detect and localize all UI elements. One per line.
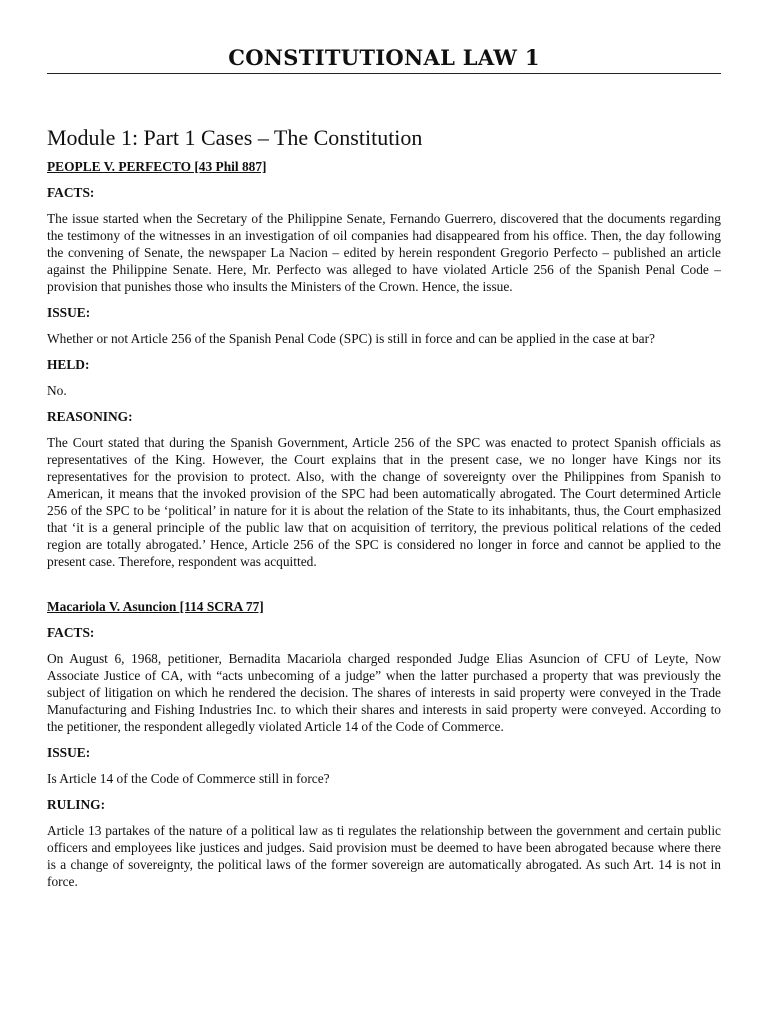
issue-text: Is Article 14 of the Code of Commerce still in force? [47,771,330,786]
held-text: No. [47,383,67,398]
facts-label: FACTS: [47,625,95,640]
reasoning-label: REASONING: [47,409,133,424]
held-label: HELD: [47,357,90,372]
case-macariola-v-asuncion [47,598,721,890]
facts-label: FACTS: [47,185,95,200]
issue-label: ISSUE: [47,745,91,760]
ruling-label: RULING: [47,797,106,812]
module-heading: Module 1: Part 1 Cases – The Constitution [47,125,423,150]
facts-text: The issue started when the Secretary of the Philippine Senate, Fernando Guerrero, discovered that the documents regarding the testimony of the witnesses in an investigation of oil companies had disappeared from his office. Then, the day following the convening of Senate, the newspaper La Nacion – edited by herein respondent Gregorio Perfecto – published an article against the Philippine Senate. Here, Mr. Perfecto was alleged to have violated Article 256 of the Spanish Penal Code – provision that punishes those who insults the Ministers of the Crown. Hence, the issue. [47,211,721,294]
title-divider [47,73,721,74]
reasoning-text: The Court stated that during the Spanish Government, Article 256 of the SPC was enacted to protect Spanish officials as representatives of the King. However, the Court explains that in the present case, we no longer have Kings nor its representatives for the provision to protect. Also, with the change of sovereignty over the Philippines from Spanish to American, it means that the invoked provision of the SPC had been automatically abrogated. The Court determined Article 256 of the SPC to be ‘political’ in nature for it is about the relation of the State to its inhabitants, thus, the Court emphasized that ‘it is a general principle of the public law that on acquisition of territory, the previous political relations of the ceded region are totally abrogated.’ Hence, Article 256 of the SPC is considered no longer in force and cannot be applied to the present case. Therefore, respondent was acquitted. [47,435,721,569]
document-title: CONSTITUTIONAL LAW 1 [228,45,540,70]
case-title: PEOPLE V. PERFECTO [43 Phil 887] [47,159,267,174]
ruling-text: Article 13 partakes of the nature of a political law as ti regulates the relationship between the government and certain public officers and employees like justices and judges. Said provision must be deemed to have been abrogated because where there is a change of sovereignty, the political laws of the former sovereign are automatically abrogated. As such Art. 14 is not in force. [47,823,721,889]
document-page [47,0,721,890]
issue-text: Whether or not Article 256 of the Spanish Penal Code (SPC) is still in force and can be applied in the case at bar? [47,331,655,346]
facts-text: On August 6, 1968, petitioner, Bernadita Macariola charged responded Judge Elias Asuncion of CFU of Leyte, Now Associate Justice of CA, with “acts unbecoming of a judge” when the latter purchased a property that was previously the subject of litigation on which he rendered the decision. The shares of interests in said property were conveyed in the Trade Manufacturing and Fishing Industries Inc. to which their shares and interests in said property were conveyed. According to the petitioner, the respondent allegedly violated Article 14 of the Code of Commerce. [47,651,721,734]
case-title: Macariola V. Asuncion [114 SCRA 77] [47,599,264,614]
case-people-v-perfecto [47,158,721,570]
issue-label: ISSUE: [47,305,91,320]
